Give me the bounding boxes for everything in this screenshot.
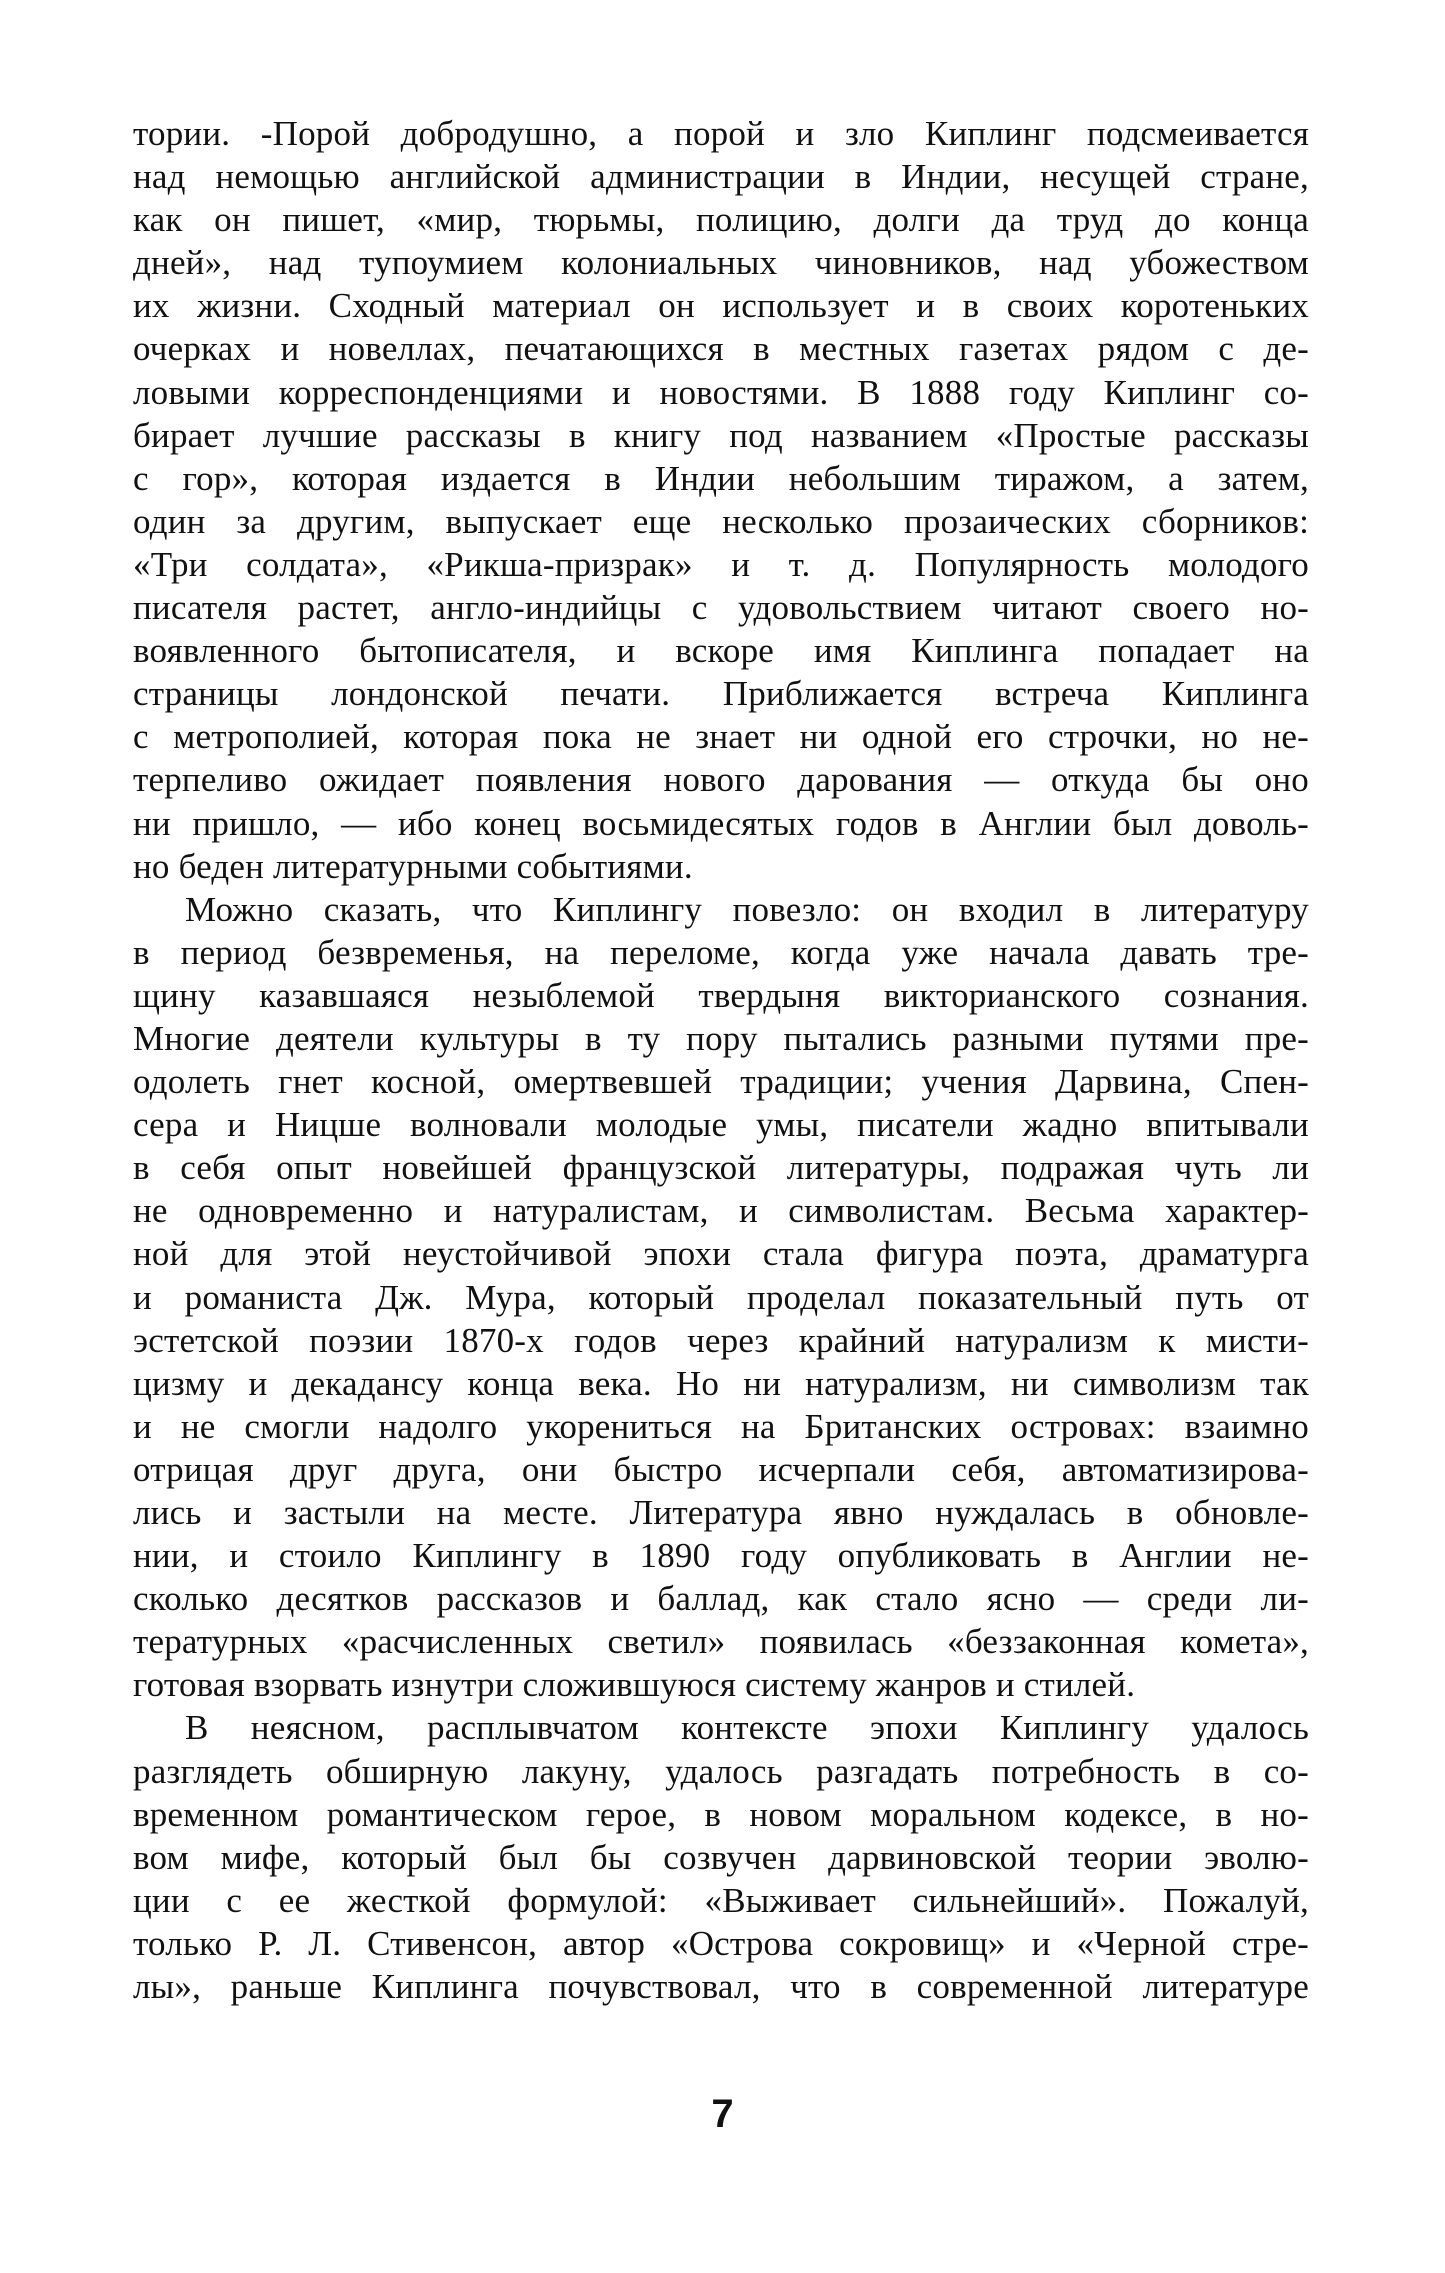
- paragraph-1: [133, 112, 1309, 888]
- text-line: терпеливо ожидает появления нового дарования — откуда бы оно: [133, 760, 1309, 800]
- text-line: цизму и декадансу конца века. Но ни натурализм, ни символизм так: [133, 1363, 1309, 1403]
- text-line: в себя опыт новейшей французской литературы, подражая чуть ли: [133, 1148, 1309, 1188]
- text-line: эстетской поэзии 1870-х годов через крайний натурализм к мисти-: [133, 1320, 1309, 1360]
- text-line: как он пишет, «мир, тюрьмы, полицию, долги да труд до конца: [133, 200, 1309, 240]
- text-line: в период безвременья, на переломе, когда уже начала давать тре-: [133, 932, 1309, 972]
- text-line: ции с ее жесткой формулой: «Выживает сильнейший». Пожалуй,: [133, 1880, 1309, 1920]
- text-line: Можно сказать, что Киплингу повезло: он входил в литературу: [185, 889, 1309, 929]
- text-line: одолеть гнет косной, омертвевшей традиции; учения Дарвина, Спен-: [133, 1062, 1309, 1102]
- paragraph-2: [133, 888, 1309, 1707]
- text-line: над немощью английской администрации в Индии, несущей стране,: [133, 157, 1309, 197]
- text-line: с гор», которая издается в Индии небольшим тиражом, а затем,: [133, 458, 1309, 498]
- text-line: «Три солдата», «Рикша-призрак» и т. д. Популярность молодого: [133, 544, 1309, 584]
- text-line: бирает лучшие рассказы в книгу под названием «Простые рассказы: [133, 415, 1309, 455]
- page-number: 7: [711, 2092, 734, 2136]
- paragraph-3: [133, 1706, 1309, 2008]
- text-line: писателя растет, англо-индийцы с удовольствием читают своего но-: [133, 588, 1309, 628]
- text-line: сколько десятков рассказов и баллад, как стало ясно — среди ли-: [133, 1579, 1309, 1619]
- text-line: Многие деятели культуры в ту пору пытались разными путями пре-: [133, 1018, 1309, 1058]
- text-line: разглядеть обширную лакуну, удалось разгадать потребность в со-: [133, 1751, 1309, 1791]
- text-line: тературных «расчисленных светил» появилась «беззаконная комета»,: [133, 1622, 1309, 1662]
- text-line: ловыми корреспонденциями и новостями. В 1888 году Киплинг со-: [133, 372, 1309, 412]
- text-line: дней», над тупоумием колониальных чиновников, над убожеством: [133, 243, 1309, 283]
- text-line: не одновременно и натуралистам, и символистам. Весьма характер-: [133, 1191, 1309, 1231]
- text-line: и не смогли надолго укорениться на Британских островах: взаимно: [133, 1406, 1309, 1446]
- text-line: и романиста Дж. Мура, который проделал показательный путь от: [133, 1277, 1309, 1317]
- text-line: лись и застыли на месте. Литература явно нуждалась в обновле-: [133, 1493, 1309, 1532]
- text-line: вом мифе, который был бы созвучен дарвиновской теории эволю-: [133, 1837, 1309, 1877]
- text-line: страницы лондонской печати. Приближается встреча Киплинга: [133, 674, 1309, 714]
- text-line: В неясном, расплывчатом контексте эпохи Киплингу удалось: [185, 1708, 1309, 1748]
- text-line: их жизни. Сходный материал он использует и в своих коротеньких: [133, 286, 1309, 326]
- text-line: один за другим, выпускает еще несколько прозаических сборников:: [133, 501, 1309, 541]
- text-line: готовая взорвать изнутри сложившуюся систему жанров и стилей.: [133, 1665, 1136, 1705]
- text-line: щину казавшаяся незыблемой твердыня викторианского сознания.: [133, 975, 1309, 1015]
- text-line: лы», раньше Киплинга почувствовал, что в современной литературе: [133, 1967, 1309, 2007]
- page-body: [133, 112, 1309, 2008]
- text-line: тории. -Порой добродушно, а порой и зло Киплинг подсмеивается: [133, 114, 1309, 153]
- text-line: ни пришло, — ибо конец восьмидесятых годов в Англии был доволь-: [133, 803, 1309, 843]
- text-line: с метрополией, которая пока не знает ни одной его строчки, но не-: [133, 717, 1309, 757]
- text-line: очерках и новеллах, печатающихся в местных газетах рядом с де-: [133, 329, 1309, 369]
- text-line: нии, и стоило Киплингу в 1890 году опубликовать в Англии не-: [133, 1536, 1309, 1576]
- text-line: ной для этой неустойчивой эпохи стала фигура поэта, драматурга: [133, 1234, 1309, 1274]
- text-line: временном романтическом герое, в новом моральном кодексе, в но-: [133, 1794, 1309, 1834]
- text-line: сера и Ницше волновали молодые умы, писатели жадно впитывали: [133, 1105, 1309, 1145]
- text-line: но беден литературными событиями.: [133, 846, 693, 886]
- text-line: отрицая друг друга, они быстро исчерпали себя, автоматизирова-: [133, 1449, 1309, 1489]
- text-line: только Р. Л. Стивенсон, автор «Острова сокровищ» и «Черной стре-: [133, 1923, 1309, 1963]
- text-line: воявленного бытописателя, и вскоре имя Киплинга попадает на: [133, 631, 1309, 671]
